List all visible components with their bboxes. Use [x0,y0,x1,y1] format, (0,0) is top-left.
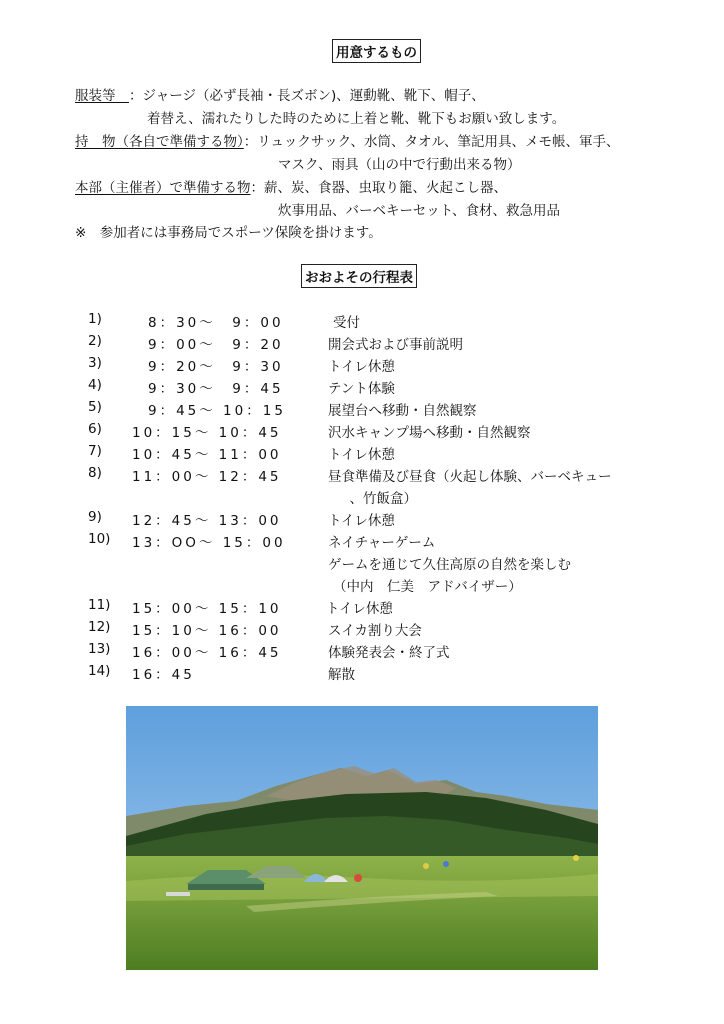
items-title: 用意するもの [332,39,421,63]
schedule-row [0,487,724,507]
row-activity: 解散 [328,667,355,683]
row-num: 9) [88,509,102,525]
belongings-section [75,130,619,150]
clothing-line1: ：ジャージ（必ず長袖・長ズボン)、運動靴、靴下、帽子、 [129,88,485,104]
clothing-line2: 着替え、濡れたりした時のために上着と靴、靴下もお願い致します。 [147,111,566,127]
schedule-row [0,663,724,683]
row-activity: 展望台へ移動・自然観察 [328,403,477,419]
row-activity: 昼食準備及び昼食（火起し体験、バーベキュー [328,469,612,485]
row-activity: スイカ割り大会 [328,623,422,639]
schedule-row [0,575,724,595]
schedule-row [0,509,724,529]
row-time: 16：00～ 16：45 [132,645,282,661]
hq-line2: 炊事用品、バーベキーセット、食材、救急用品 [278,203,561,219]
row-num: 1) [88,311,102,327]
row-time: 12：45～ 13：00 [132,513,282,529]
schedule-row [0,641,724,661]
row-activity: トイレ休憩 [326,601,393,617]
row-time: 13：OO～ 15：00 [132,535,286,551]
row-num: 10) [88,531,111,547]
schedule-title: おおよその行程表 [301,264,417,288]
clothing-label: 服装等 [75,88,129,104]
row-time: 9：00～ 9：20 [148,337,284,353]
schedule-row [0,311,724,331]
row-num: 12) [88,619,111,635]
row-time: 9：30～ 9：45 [148,381,284,397]
schedule-row [0,333,724,353]
row-activity: 沢水キャンプ場へ移動・自然観察 [328,425,531,441]
hq-label: 本部（主催者）で準備する物 [75,180,251,196]
meadow [126,856,598,970]
hq-line1: ：薪、炭、食器、虫取り籠、火起こし器、 [250,180,507,196]
row-time: 11：00～ 12：45 [132,469,282,485]
row-time: 15：10～ 16：00 [132,623,282,639]
row-activity: 開会式および事前説明 [328,337,463,353]
row-activity: 受付 [333,315,360,331]
row-num: 2) [88,333,102,349]
row-num: 14) [88,663,111,679]
schedule-row [0,531,724,551]
row-activity: ネイチャーゲーム [328,535,436,551]
campsite-photo [126,706,598,970]
clothing-section [75,84,485,104]
schedule-row [0,553,724,573]
row-num: 3) [88,355,102,371]
row-activity: ゲームを通じて久住高原の自然を楽しむ [328,557,571,573]
row-time: 9：45～ 10：15 [148,403,286,419]
row-activity: トイレ休憩 [328,359,395,375]
row-time: 8：30～ 9：00 [148,315,284,331]
belongings-label: 持 物（各自で準備する物） [75,134,244,150]
row-num: 13) [88,641,111,657]
row-time: 16：45 [132,667,195,683]
row-num: 5) [88,399,102,415]
schedule-row [0,377,724,397]
row-activity: （中内 仁美 アドバイザー） [333,579,522,595]
schedule-row [0,399,724,419]
belongings-line2: マスク、雨具（山の中で行動出来る物） [278,157,521,173]
row-time: 10：45～ 11：00 [132,447,282,463]
schedule-row [0,465,724,485]
row-activity: 体験発表会・終了式 [328,645,450,661]
row-num: 6) [88,421,102,437]
row-activity: トイレ休憩 [328,447,395,463]
row-activity: トイレ休憩 [328,513,395,529]
row-time: 10：15～ 10：45 [132,425,282,441]
row-num: 4) [88,377,102,393]
schedule-row [0,597,724,617]
insurance-note: ※ 参加者には事務局でスポーツ保険を掛けます。 [75,225,382,241]
schedule-row [0,443,724,463]
landscape-illustration [126,706,598,970]
schedule-row [0,355,724,375]
row-time: 9：20～ 9：30 [148,359,284,375]
row-activity: テント体験 [328,381,395,397]
belongings-line1: ：リュックサック、水筒、タオル、筆記用具、メモ帳、軍手、 [243,134,620,150]
row-num: 7) [88,443,102,459]
row-num: 11) [88,597,111,613]
row-time: 15：00～ 15：10 [132,601,282,617]
schedule-row [0,619,724,639]
row-num: 8) [88,465,102,481]
schedule-row [0,421,724,441]
hq-section [75,176,507,196]
row-activity: 、竹飯盒） [336,491,417,507]
